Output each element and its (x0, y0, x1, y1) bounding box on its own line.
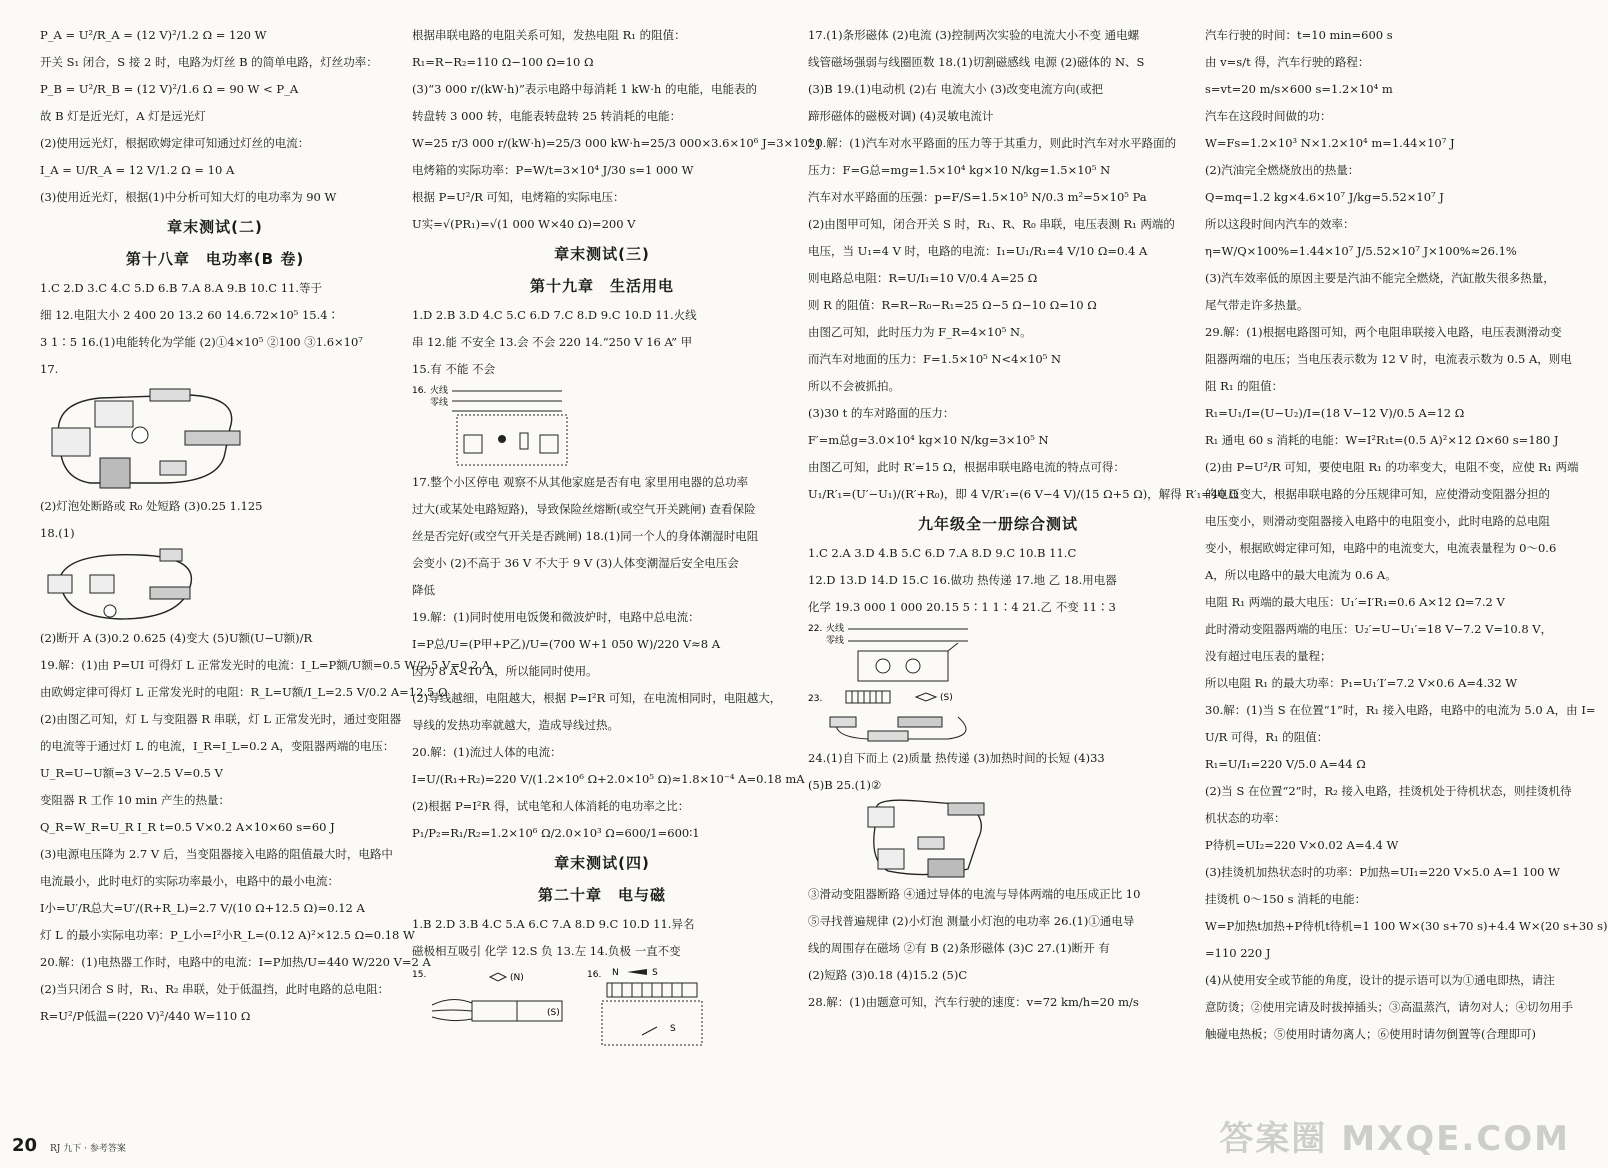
section-title: 章末测试(四) (554, 854, 650, 872)
svg-text:N: N (612, 968, 619, 978)
text-line: R=U²/P低温=(220 V)²/440 W=110 Ω (40, 1009, 251, 1023)
text-line: (5)B 25.(1)② (808, 778, 882, 792)
text-line: 故 B 灯是近光灯，A 灯是远光灯 (40, 109, 206, 123)
text-line: (2)短路 (3)0.18 (4)15.2 (5)C (808, 968, 968, 982)
wiring-diagram-16 (412, 383, 792, 469)
text-line: 电流最小，此时电灯的实际功率最小，电路中的最小电流： (40, 874, 339, 888)
chapter-title: 第二十章 电与磁 (537, 886, 666, 904)
text-line: U_R=U−U额=3 V−2.5 V=0.5 V (40, 766, 223, 780)
question-label: 16. (412, 386, 427, 396)
live-wire-label: 火线 (826, 624, 845, 634)
text-line: (4)从使用安全或节能的角度，设计的提示语可以为①通电即热，请注 (1205, 973, 1555, 987)
text-line: 转盘转 3 000 转，电能表转盘转 25 转消耗的电能： (412, 109, 682, 123)
text-line: 1.D 2.B 3.D 4.C 5.C 6.D 7.C 8.D 9.C 10.D 11.火线 (412, 308, 697, 322)
live-wire-label: 火线 (430, 386, 449, 396)
text-line: (3)挂烫机加热状态时的功率：P加热=UI₁=220 V×5.0 A=1 100 W (1205, 865, 1560, 879)
text-line: 开关 S₁ 闭合，S 接 2 时，电路为灯丝 B 的简单电路，灯丝功率： (40, 55, 378, 69)
question-label: 15. (412, 970, 427, 980)
text-line: 触碰电热板；⑤使用时请勿离人；⑥使用时请勿倒置等(合理即可) (1205, 1027, 1536, 1041)
question-label: 18.(1) (40, 526, 75, 540)
text-line: 15.有 不能 不会 (412, 362, 496, 376)
text-line: P₁/P₂=R₁/R₂=1.2×10⁶ Ω/2.0×10³ Ω=600/1=600∶1 (412, 826, 700, 840)
text-line: R₁=U/I₁=220 V/5.0 A=44 Ω (1205, 757, 1366, 771)
column-4 (1205, 22, 1608, 1048)
watermark-logo: 答案圈 MXQE.COM (1219, 1119, 1570, 1159)
pole-label: (N) (510, 973, 524, 983)
text-line: (2)当 S 在位置“2”时，R₂ 接入电路，挂烫机处于待机状态，则挂烫机待 (1205, 784, 1572, 798)
text-line: 17.(1)条形磁体 (2)电流 (3)控制两次实验的电流大小不变 通电螺 (808, 28, 1140, 42)
text-line: 24.(1)自下而上 (2)质量 热传递 (3)加热时间的长短 (4)33 (808, 751, 1105, 765)
text-line: 根据串联电路的电阻关系可知，发热电阻 R₁ 的阻值： (412, 28, 686, 42)
neutral-wire-label: 零线 (430, 398, 449, 408)
section-title: 九年级全一册综合测试 (917, 515, 1078, 533)
text-line: 灯 L 的最小实际电功率：P_L小=I²小R_L=(0.12 A)²×12.5 Ω=0.18 W (40, 928, 415, 942)
section-title: 章末测试(三) (554, 245, 650, 263)
question-label: 17. (40, 362, 59, 376)
text-line: (2)汽油完全燃烧放出的热量： (1205, 163, 1360, 177)
text-line: W=Fs=1.2×10³ N×1.2×10⁴ m=1.44×10⁷ J (1205, 136, 1455, 150)
neutral-wire-label: 零线 (826, 636, 845, 646)
text-line: Q=mq=1.2 kg×4.6×10⁷ J/kg=5.52×10⁷ J (1205, 190, 1444, 204)
text-line: I=U/(R₁+R₂)=220 V/(1.2×10⁶ Ω+2.0×10⁵ Ω)≈1.8×10⁻⁴ A=0.18 mA (412, 772, 805, 786)
text-line: 压力：F=G总=mg=1.5×10⁴ kg×10 N/kg=1.5×10⁵ N (808, 163, 1111, 177)
chapter-title: 第十八章 电功率(B 卷) (125, 250, 305, 268)
text-line: 电压，当 U₁=4 V 时，电路的电流：I₁=U₁/R₁=4 V/10 Ω=0.4 A (808, 244, 1148, 258)
text-line: R₁=R−R₂=110 Ω−100 Ω=10 Ω (412, 55, 594, 69)
text-line: 所以电阻 R₁ 的最大功率：P₁=U₁′I′=7.2 V×0.6 A=4.32 W (1205, 676, 1518, 690)
question-label: 23. (808, 694, 823, 704)
text-line: 磁极相互吸引 化学 12.S 负 13.左 14.负极 一直不变 (412, 944, 681, 958)
text-line: 尾气带走许多热量。 (1205, 298, 1309, 312)
footer-label: RJ 九下 · 参考答案 (50, 1144, 126, 1154)
text-line: 而汽车对地面的压力：F=1.5×10⁵ N<4×10⁵ N (808, 352, 1062, 366)
text-line: 由图乙可知，此时压力为 F_R=4×10⁵ N。 (808, 325, 1032, 339)
text-line: 由图乙可知，此时 R′=15 Ω，根据串联电路电流的特点可得： (808, 460, 1125, 474)
text-line: 此时滑动变阻器两端的电压：U₂′=U−U₁′=18 V−7.2 V=10.8 V， (1205, 622, 1553, 636)
text-line: 28.解：(1)由题意可知，汽车行驶的速度：v=72 km/h=20 m/s (808, 995, 1139, 1009)
text-line: ⑤寻找普遍规律 (2)小灯泡 测量小灯泡的电功率 26.(1)①通电导 (808, 914, 1135, 928)
text-line: η=W/Q×100%=1.44×10⁷ J/5.52×10⁷ J×100%≈26.1% (1205, 244, 1517, 258)
electromagnet-diagram-23 (808, 687, 1188, 745)
text-line: 所以这段时间内汽车的效率： (1205, 217, 1355, 231)
text-line: (2)由图甲可知，闭合开关 S 时，R₁、R、R₀ 串联，电压表测 R₁ 两端的 (808, 217, 1175, 231)
text-line: 挂烫机 0～150 s 消耗的电能： (1205, 892, 1367, 906)
text-line: 20.解：(1)流过人体的电流： (412, 745, 562, 759)
text-line: s=vt=20 m/s×600 s=1.2×10⁴ m (1205, 82, 1393, 96)
text-line: 阻器两端的电压；当电压表示数为 12 V 时，电流表示数为 0.5 A，则电 (1205, 352, 1572, 366)
text-line: 根据 P=U²/R 可知，电烤箱的实际电压： (412, 190, 625, 204)
text-line: 由 v=s/t 得，汽车行驶的路程： (1205, 55, 1370, 69)
text-line: 电压变小，则滑动变阻器接入电路中的电阻变小，此时电路的总电阻 (1205, 514, 1550, 528)
text-line: U₁/R′₁=(U′−U₁)/(R′+R₀)，即 4 V/R′₁=(6 V−4 V)/(15 Ω+5 Ω)，解得 R′₁=40 Ω (808, 487, 1239, 501)
text-line: 变阻器 R 工作 10 min 产生的热量： (40, 793, 231, 807)
text-line: A，所以电路中的最大电流为 0.6 A。 (1205, 568, 1397, 582)
text-line: 的电压变大，根据串联电路的分压规律可知，应使滑动变阻器分担的 (1205, 487, 1550, 501)
text-line: (3)30 t 的车对路面的压力： (808, 406, 955, 420)
text-line: (2)根据 P=I²R 得，试电笔和人体消耗的电功率之比： (412, 799, 690, 813)
text-line: I=P总/U=(P甲+P乙)/U=(700 W+1 050 W)/220 V≈8 A (412, 637, 721, 651)
text-line: 会变小 (2)不高于 36 V 不大于 9 V (3)人体变潮湿后安全电压会 (412, 556, 739, 570)
text-line: (3)电源电压降为 2.7 V 后，当变阻器接入电路的阻值最大时，电路中 (40, 847, 393, 861)
pole-label: (S) (940, 693, 953, 703)
text-line: 阻 R₁ 的阻值： (1205, 379, 1284, 393)
text-line: (2)导线越细，电阻越大，根据 P=I²R 可知，在电流相同时，电阻越大， (412, 691, 782, 705)
text-line: P待机=UI₂=220 V×0.02 A=4.4 W (1205, 838, 1399, 852)
svg-text:S: S (652, 968, 658, 978)
text-line: 则 R 的阻值：R=R−R₀−R₁=25 Ω−5 Ω−10 Ω=10 Ω (808, 298, 1097, 312)
text-line: 串 12.能 不安全 13.会 不会 220 14.“250 V 16 A” 甲 (412, 335, 693, 349)
text-line: 细 12.电阻大小 2 400 20 13.2 60 14.6.72×10⁵ 15.4∶ (40, 308, 340, 322)
text-line: ③滑动变阻器断路 ④通过导体的电流与导体两端的电压成正比 10 (808, 887, 1141, 901)
text-line: 20.解：(1)汽车对水平路面的压力等于其重力，则此时汽车对水平路面的 (808, 136, 1177, 150)
text-line: I小=U′/R总大=U′/(R+R_L)=2.7 V/(10 Ω+12.5 Ω)=0.12 A (40, 901, 365, 915)
text-line: (3)“3 000 r/(kW·h)”表示电路中每消耗 1 kW·h 的电能，电能表的 (412, 82, 757, 96)
text-line: 过大(或某处电路短路)，导致保险丝熔断(或空气开关跳闸) 查看保险 (412, 502, 756, 516)
text-line: U实=√(PR₁)=√(1 000 W×40 Ω)=200 V (412, 217, 636, 231)
text-line: (2)使用远光灯，根据欧姆定律可知通过灯丝的电流： (40, 136, 310, 150)
text-line: 没有超过电压表的量程； (1205, 649, 1332, 663)
chapter-title: 第十九章 生活用电 (529, 277, 674, 295)
text-line: (2)灯泡处断路或 R₀ 处短路 (3)0.25 1.125 (40, 499, 263, 513)
text-line: (3)B 19.(1)电动机 (2)右 电流大小 (3)改变电流方向(或把 (808, 82, 1104, 96)
text-line: 汽车对水平路面的压强：p=F/S=1.5×10⁵ N/0.3 m²=5×10⁵ Pa (808, 190, 1147, 204)
circuit-diagram-18 (40, 547, 390, 625)
text-line: 1.C 2.D 3.C 4.C 5.D 6.B 7.A 8.A 9.B 10.C 11.等于 (40, 281, 323, 295)
text-line: 12.D 13.D 14.D 15.C 16.做功 热传递 17.地 乙 18.用电器 (808, 573, 1117, 587)
text-line: 由欧姆定律可得灯 L 正常发光时的电阻：R_L=U额/I_L=2.5 V/0.2 A=12.5 Ω (40, 685, 448, 699)
circuit-diagram-25 (808, 799, 1188, 881)
text-line: 汽车在这段时间做的功： (1205, 109, 1332, 123)
text-line: 丝是否完好(或空气开关是否跳闸) 18.(1)同一个人的身体潮湿时电阻 (412, 529, 759, 543)
text-line: 1.C 2.A 3.D 4.B 5.C 6.D 7.A 8.D 9.C 10.B 11.C (808, 546, 1077, 560)
text-line: Q_R=W_R=U_R I_R t=0.5 V×0.2 A×10×60 s=60 J (40, 820, 335, 834)
text-line: 化学 19.3 000 1 000 20.15 5∶1 1∶4 21.乙 不变 11∶3 (808, 600, 1116, 614)
text-line: R₁ 通电 60 s 消耗的电能：W=I²R₁t=(0.5 A)²×12 Ω×60 s=180 J (1205, 433, 1559, 447)
magnet-diagrams-15-16 (412, 965, 792, 1051)
text-line: 线的周围存在磁场 ②有 B (2)条形磁体 (3)C 27.(1)断开 有 (808, 941, 1110, 955)
text-line: 20.解：(1)电热器工作时，电路中的电流：I=P加热/U=440 W/220 V=2 A (40, 955, 431, 969)
text-line: U/R 可得，R₁ 的阻值： (1205, 730, 1329, 744)
text-line: I_A = U/R_A = 12 V/1.2 Ω = 10 A (40, 163, 235, 177)
question-label: 16. (587, 970, 602, 980)
text-line: 19.解：(1)同时使用电饭煲和微波炉时，电路中总电流： (412, 610, 700, 624)
text-line: W=25 r/3 000 r/(kW·h)=25/3 000 kW·h=25/3 000×3.6×10⁶ J=3×10⁴ J (412, 136, 821, 150)
text-line: 导线的发热功率就越大，造成导线过热。 (412, 718, 619, 732)
text-line: 30.解：(1)当 S 在位置“1”时，R₁ 接入电路，电路中的电流为 5.0 A，由 I= (1205, 703, 1596, 717)
text-line: P_B = U²/R_B = (12 V)²/1.6 Ω = 90 W < P_A (40, 82, 299, 96)
text-line: (3)使用近光灯，根据(1)中分析可知大灯的电功率为 90 W (40, 190, 337, 204)
text-line: 的电流等于通过灯 L 的电流，I_R=I_L=0.2 A，变阻器两端的电压： (40, 739, 395, 753)
text-line: 降低 (412, 583, 435, 597)
text-line: 29.解：(1)根据电路图可知，两个电阻串联接入电路，电压表测滑动变 (1205, 325, 1562, 339)
text-line: (2)断开 A (3)0.2 0.625 (4)变大 (5)U额(U−U额)/R (40, 631, 313, 645)
text-line: 1.B 2.D 3.B 4.C 5.A 6.C 7.A 8.D 9.C 10.D 11.异名 (412, 917, 695, 931)
section-title: 章末测试(二) (167, 218, 263, 236)
text-line: 电烤箱的实际功率：P=W/t=3×10⁴ J/30 s=1 000 W (412, 163, 694, 177)
text-line: 则电路总电阻：R=U/I₁=10 V/0.4 A=25 Ω (808, 271, 1038, 285)
text-line: 意防烫；②使用完请及时拔掉插头；③高温蒸汽，请勿对人；④切勿用手 (1205, 1000, 1573, 1014)
text-line: 因为 8 A<10 A，所以能同时使用。 (412, 664, 598, 678)
text-line: 蹄形磁体的磁极对调) (4)灵敏电流计 (808, 109, 994, 123)
text-line: 所以不会被抓拍。 (808, 379, 900, 393)
text-line: F′=m总g=3.0×10⁴ kg×10 N/kg=3×10⁵ N (808, 433, 1049, 447)
text-line: 线管磁场强弱与线圈匝数 18.(1)切割磁感线 电源 (2)磁体的 N、S (808, 55, 1145, 69)
pole-label: (S) (547, 1008, 560, 1018)
text-line: (2)由图乙可知，灯 L 与变阻器 R 串联，灯 L 正常发光时，通过变阻器 (40, 712, 402, 726)
text-line: (3)汽车效率低的原因主要是汽油不能完全燃烧，汽缸散失很多热量， (1205, 271, 1555, 285)
text-line: (2)当只闭合 S 时，R₁、R₂ 串联，处于低温挡，此时电路的总电阻： (40, 982, 390, 996)
wiring-diagram-22 (808, 621, 1188, 687)
switch-label: S (670, 1024, 676, 1034)
text-line: 变小，根据欧姆定律可知，电路中的电流变大，电流表量程为 0～0.6 (1205, 541, 1557, 555)
text-line: 17.整个小区停电 观察不从其他家庭是否有电 家里用电器的总功率 (412, 475, 749, 489)
text-line: P_A = U²/R_A = (12 V)²/1.2 Ω = 120 W (40, 28, 267, 42)
text-line: 3 1∶5 16.(1)电能转化为学能 (2)①4×10⁵ ②100 ③1.6×10⁷ (40, 335, 363, 349)
text-line: =110 220 J (1205, 946, 1271, 960)
text-line: W=P加热t加热+P待机t待机=1 100 W×(30 s+70 s)+4.4 W×(20 s+30 s) (1205, 919, 1608, 933)
circuit-diagram-17 (40, 383, 390, 493)
text-line: 19.解：(1)由 P=UI 可得灯 L 正常发光时的电流：I_L=P额/U额=0.5 W/2.5 V=0.2 A (40, 658, 491, 672)
text-line: 汽车行驶的时间：t=10 min=600 s (1205, 28, 1393, 42)
text-line: 机状态的功率： (1205, 811, 1286, 825)
text-line: 电阻 R₁ 两端的最大电压：U₁′=I′R₁=0.6 A×12 Ω=7.2 V (1205, 595, 1505, 609)
question-label: 22. (808, 624, 823, 634)
text-line: (2)由 P=U²/R 可知，要使电阻 R₁ 的功率变大，电阻不变，应使 R₁ 两端 (1205, 460, 1579, 474)
page-number: 20 (12, 1135, 38, 1156)
text-line: R₁=U₁/I=(U−U₂)/I=(18 V−12 V)/0.5 A=12 Ω (1205, 406, 1465, 420)
